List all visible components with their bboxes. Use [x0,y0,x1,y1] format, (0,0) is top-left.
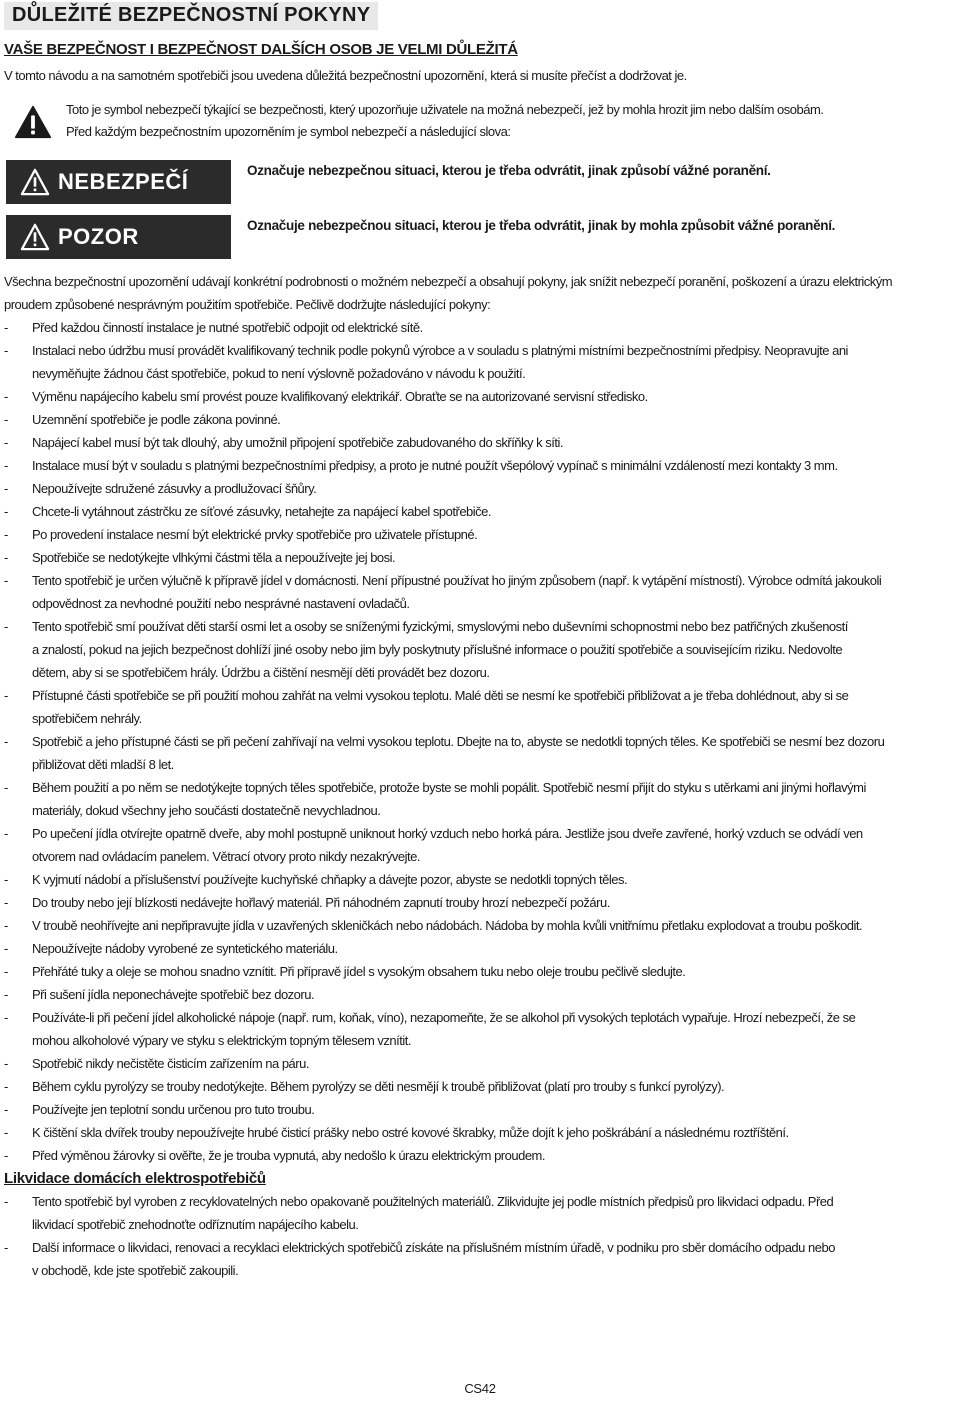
list-item-text: Tento spotřebič byl vyroben z recyklovatelných nebo opakovaně použitelných materiálů. Zlikvidujte jej podle místních předpisů pro likvidaci odpadu. Před [32,1194,834,1209]
list-item [4,983,960,1006]
bullet-dash: - [4,872,8,887]
list-item-text: mohou alkoholové výpary ve styku s elektrickým topným tělesem vznítit. [32,1033,411,1048]
list-item-text: Tento spotřebič smí používat děti starší osmi let a osoby se sníženými fyzickými, smyslovými nebo duševními schopnostmi nebo bez patřičných zkušeností [32,619,848,634]
list-item-text: Instalace musí být v souladu s platnými bezpečnostními předpisy, a proto je nutné použít všepólový vypínač s minimální vzdáleností mezi kontakty 3 mm. [32,458,838,473]
list-item-text: spotřebičem nehrály. [32,711,142,726]
list-item [4,500,960,523]
section-subtitle: VAŠE BEZPEČNOST I BEZPEČNOST DALŠÍCH OSOB JE VELMI DŮLEŽITÁ [4,41,518,58]
disposal-title: Likvidace domácích elektrospotřebičů [4,1170,266,1187]
list-item-text: Nepoužívejte sdružené zásuvky a prodlužovací šňůry. [32,481,317,496]
list-item-text: Používejte jen teplotní sondu určenou pro tuto troubu. [32,1102,315,1117]
list-item-text: Používáte-li při pečení jídel alkoholické nápoje (např. rum, koňak, víno), nezapomeňte, že se alkohol při vysokých teplotách vypařuje. Hrozí nebezpečí, že se [32,1010,856,1025]
list-item [4,431,960,454]
list-item [4,339,960,385]
caution-badge [6,215,231,259]
bullet-dash: - [4,826,8,841]
bullet-dash: - [4,1102,8,1117]
bullet-dash: - [4,964,8,979]
list-item [4,569,960,615]
list-item-text: Instalaci nebo údržbu musí provádět kvalifikovaný technik podle pokynů výrobce a v souladu s platnými místními bezpečnostními předpisy. Neopravujte ani [32,343,848,358]
list-item-text: dětem, aby si se spotřebičem hrály. Údržbu a čištění nesmějí děti provádět bez dozoru. [32,665,490,680]
list-item-text: Spotřebič nikdy nečistěte čisticím zařízením na páru. [32,1056,309,1071]
list-item-text: likvidací spotřebič znehodnoťte odříznutím napájecího kabelu. [32,1217,359,1232]
warning-triangle-icon [20,223,50,251]
instructions-body [4,270,960,1282]
general-text-line: proudem způsobené nesprávným použitím spotřebiče. Pečlivě dodržujte následující pokyny: [4,297,491,312]
list-item-text: odpovědnost za nevhodné použití nebo nesprávné nastavení ovladačů. [32,596,410,611]
list-item-text: Během použití a po něm se nedotýkejte topných těles spotřebiče, protože byste se mohli popálit. Spotřebič nesmí přijít do styku s utěrkami ani jinými hořlavými [32,780,866,795]
list-item [4,730,960,776]
list-item-text: přibližovat děti mladší 8 let. [32,757,174,772]
bullet-dash: - [4,619,8,634]
list-item [4,1121,960,1144]
list-item [4,937,960,960]
list-item [4,776,960,822]
list-item [4,1098,960,1121]
list-item [4,546,960,569]
list-item-text: K čištění skla dvířek trouby nepoužívejte hrubé čisticí prášky nebo ostré kovové škrabky, může dojít k jeho poškrábání a následnému roztříštění. [32,1125,789,1140]
list-item-text: Nepoužívejte nádoby vyrobené ze syntetického materiálu. [32,941,338,956]
list-item [4,385,960,408]
symbol-description: Toto je symbol nebezpečí týkající se bezpečnosti, který upozorňuje uživatele na možná nebezpečí, jež by mohla hrozit jim nebo dalším osobám. [66,102,824,117]
list-item [4,408,960,431]
bullet-dash: - [4,343,8,358]
list-item-text: Po provedení instalace nesmí být elektrické prvky spotřebiče pro uživatele přístupné. [32,527,478,542]
list-item-text: Uzemnění spotřebiče je podle zákona povinné. [32,412,281,427]
list-item-text: a znalostí, pokud na jejich bezpečnost dohlíží jiné osoby nebo jim byly poskytnuty příslušné informace o použití spotřebiče a souvisejícím riziku. Nedovolte [32,642,843,657]
page-title: DŮLEŽITÉ BEZPEČNOSTNÍ POKYNY [4,2,378,30]
list-item [4,914,960,937]
list-item-text: Během cyklu pyrolýzy se trouby nedotýkejte. Během pyrolýzy se děti nesmějí k troubě přibližovat (platí pro trouby s funkcí pyrolýzy). [32,1079,725,1094]
list-item [4,960,960,983]
bullet-dash: - [4,734,8,749]
list-item [4,1006,960,1052]
bullet-dash: - [4,1079,8,1094]
bullet-dash: - [4,504,8,519]
list-item [4,868,960,891]
list-item-text: Spotřebič a jeho přístupné části se při pečení zahřívají na velmi vysokou teplotu. Dbejte na to, abyste se nedotkli topných těles. Ke spotřebiči se nesmí bez dozoru [32,734,885,749]
danger-badge [6,160,231,204]
caution-label: POZOR [58,224,139,249]
general-text-line: Všechna bezpečnostní upozornění udávají konkrétní podrobnosti o možném nebezpečí a obsahují pokyny, jak snížit nebezpečí poranění, poškození a úrazu elektrickým [4,274,893,289]
list-item-text: Další informace o likvidaci, renovaci a recyklaci elektrických spotřebičů získáte na příslušném místním úřadě, v podniku pro sběr domácího odpadu nebo [32,1240,835,1255]
bullet-dash: - [4,320,8,335]
bullet-dash: - [4,1125,8,1140]
bullet-dash: - [4,941,8,956]
list-item [4,1190,960,1236]
list-item [4,454,960,477]
list-item-text: Po upečení jídla otvírejte opatrně dveře, aby mohl postupně uniknout horký vzduch nebo horká pára. Jestliže jsou dveře zavřené, horký vzduch se odvádí ven [32,826,863,841]
list-item [4,891,960,914]
bullet-dash: - [4,389,8,404]
list-item [4,1075,960,1098]
list-item-text: K vyjmutí nádobí a příslušenství používejte kuchyňské chňapky a dávejte pozor, abyste se nedotkli topných těles. [32,872,628,887]
bullet-dash: - [4,1056,8,1071]
list-item-text: Před výměnou žárovky si ověřte, že je trouba vypnutá, aby nedošlo k úrazu elektrickým proudem. [32,1148,545,1163]
bullet-dash: - [4,1010,8,1025]
list-item-text: Spotřebiče se nedotýkejte vlhkými částmi těla a nepoužívejte jej bosi. [32,550,396,565]
bullet-dash: - [4,1148,8,1163]
bullet-dash: - [4,918,8,933]
list-item-text: Napájecí kabel musí být tak dlouhý, aby umožnil připojení spotřebiče zabudovaného do skříňky k síti. [32,435,563,450]
bullet-dash: - [4,1240,8,1255]
safety-instructions-list [4,316,960,1167]
list-item [4,1236,960,1282]
list-item-text: materiály, dokud všechny jeho součásti dostatečně nevychladnou. [32,803,381,818]
list-item-text: Při sušení jídla neponechávejte spotřebič bez dozoru. [32,987,315,1002]
list-item-text: V troubě neohřívejte ani nepřipravujte jídla v uzavřených skleničkách nebo nádobách. Nádoba by mohla kvůli vnitřnímu přetlaku explodovat a troubu poškodit. [32,918,863,933]
disposal-instructions-list [4,1190,960,1282]
list-item-text: Přístupné části spotřebiče se při použití mohou zahřát na velmi vysokou teplotu. Malé děti se nesmí ke spotřebiči přibližovat a je třeba dohlédnout, aby si se [32,688,849,703]
bullet-dash: - [4,987,8,1002]
bullet-dash: - [4,458,8,473]
warning-triangle-icon [20,168,50,196]
symbol-signal-words-intro: Před každým bezpečnostním upozorněním je symbol nebezpečí a následující slova: [66,124,511,139]
list-item-text: nevyměňujte žádnou část spotřebiče, pokud to není výslovně požadováno v návodu k použití. [32,366,526,381]
list-item [4,316,960,339]
danger-label: NEBEZPEČÍ [58,169,189,194]
list-item-text: Chcete-li vytáhnout zástrčku ze síťové zásuvky, netahejte za napájecí kabel spotřebiče. [32,504,492,519]
bullet-dash: - [4,573,8,588]
caution-description: Označuje nebezpečnou situaci, kterou je třeba odvrátit, jinak by mohla způsobit vážné poranění. [247,218,836,233]
intro-text: V tomto návodu a na samotném spotřebiči jsou uvedena důležitá bezpečnostní upozornění, která si musíte přečíst a dodržovat je. [4,68,687,83]
bullet-dash: - [4,481,8,496]
list-item-text: Tento spotřebič je určen výlučně k přípravě jídel v domácnosti. Není přípustné používat ho jiným způsobem (např. k vytápění místností). Výrobce odmítá jakoukoli [32,573,882,588]
list-item [4,523,960,546]
warning-triangle-icon [14,104,52,140]
list-item [4,822,960,868]
list-item [4,1052,960,1075]
list-item [4,615,960,684]
bullet-dash: - [4,688,8,703]
list-item-text: Výměnu napájecího kabelu smí provést pouze kvalifikovaný elektrikář. Obraťte se na autorizované servisní středisko. [32,389,648,404]
list-item-text: Do trouby nebo její blízkosti nedávejte hořlavý materiál. Při náhodném zapnutí trouby hrozí nebezpečí požáru. [32,895,610,910]
bullet-dash: - [4,895,8,910]
list-item [4,1144,960,1167]
list-item-text: Před každou činností instalace je nutné spotřebič odpojit od elektrické sítě. [32,320,423,335]
bullet-dash: - [4,527,8,542]
list-item [4,477,960,500]
list-item [4,684,960,730]
danger-description: Označuje nebezpečnou situaci, kterou je třeba odvrátit, jinak způsobí vážné poranění. [247,163,771,178]
page-number: CS42 [464,1381,496,1396]
list-item-text: v obchodě, kde jste spotřebič zakoupili. [32,1263,239,1278]
bullet-dash: - [4,550,8,565]
list-item-text: otvorem nad ovládacím panelem. Větrací otvory proto nikdy nezakrývejte. [32,849,420,864]
bullet-dash: - [4,780,8,795]
list-item-text: Přehřáté tuky a oleje se mohou snadno vznítit. Při přípravě jídel s vysokým obsahem tuku nebo oleje troubu pečlivě sledujte. [32,964,686,979]
bullet-dash: - [4,435,8,450]
bullet-dash: - [4,1194,8,1209]
bullet-dash: - [4,412,8,427]
